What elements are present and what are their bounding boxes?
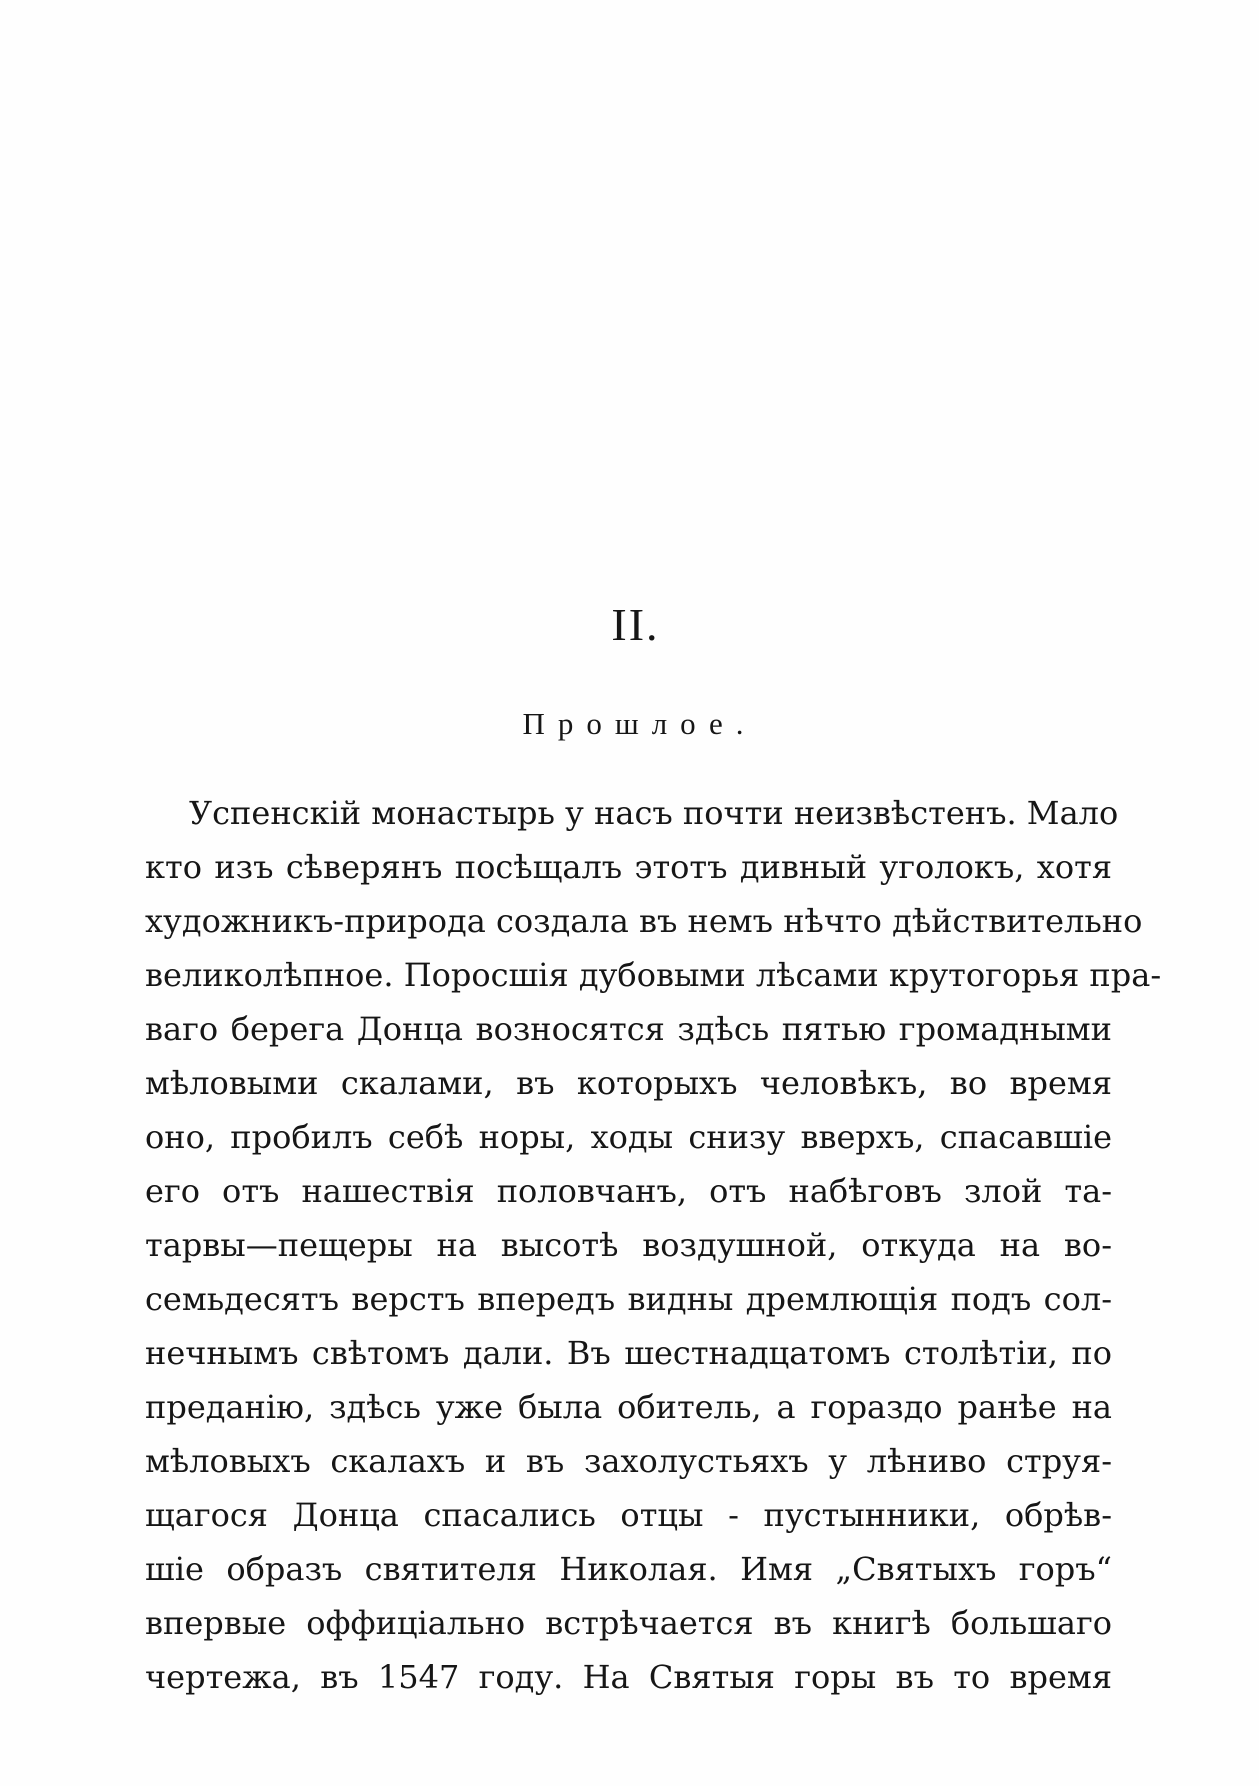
text-line: шіе образъ святителя Николая. Имя „Святыхъ горъ“ [145,1550,1112,1588]
body-paragraph [145,786,1162,1704]
text-line: оно, пробилъ себѣ норы, ходы снизу вверхъ, спасавшіе [145,1118,1112,1156]
text-line: кто изъ сѣверянъ посѣщалъ этотъ дивный уголокъ, хотя [145,848,1112,886]
text-line: ваго берега Донца возносятся здѣсь пятью громадными [145,1010,1112,1048]
text-line: щагося Донца спасались отцы - пустынники, обрѣв- [145,1496,1112,1534]
text-line: чертежа, въ 1547 году. На Святыя горы въ то время [145,1658,1112,1696]
text-line: нечнымъ свѣтомъ дали. Въ шестнадцатомъ столѣтіи, по [145,1334,1112,1372]
text-line: мѣловыхъ скалахъ и въ захолустьяхъ у лѣниво струя- [145,1442,1112,1480]
text-line: мѣловыми скалами, въ которыхъ человѣкъ, во время [145,1064,1112,1102]
text-line: впервые оффиціально встрѣчается въ книгѣ большаго [145,1604,1112,1642]
text-line: великолѣпное. Поросшія дубовыми лѣсами крутогорья пра- [145,956,1162,994]
text-line: семьдесятъ верстъ впередъ видны дремлющія подъ сол- [145,1280,1112,1318]
chapter-number: II. [611,599,660,650]
text-line: Успенскій монастырь у насъ почти неизвѣстенъ. Мало [189,794,1119,832]
chapter-title: Прошлое. [522,706,757,741]
text-line: преданію, здѣсь уже была обитель, а гораздо ранѣе на [145,1388,1112,1426]
text-line: его отъ нашествія половчанъ, отъ набѣговъ злой та- [145,1172,1112,1210]
text-line: тарвы—пещеры на высотѣ воздушной, откуда на во- [145,1226,1112,1264]
text-line: художникъ-природа создала въ немъ нѣчто дѣйствительно [145,902,1143,940]
